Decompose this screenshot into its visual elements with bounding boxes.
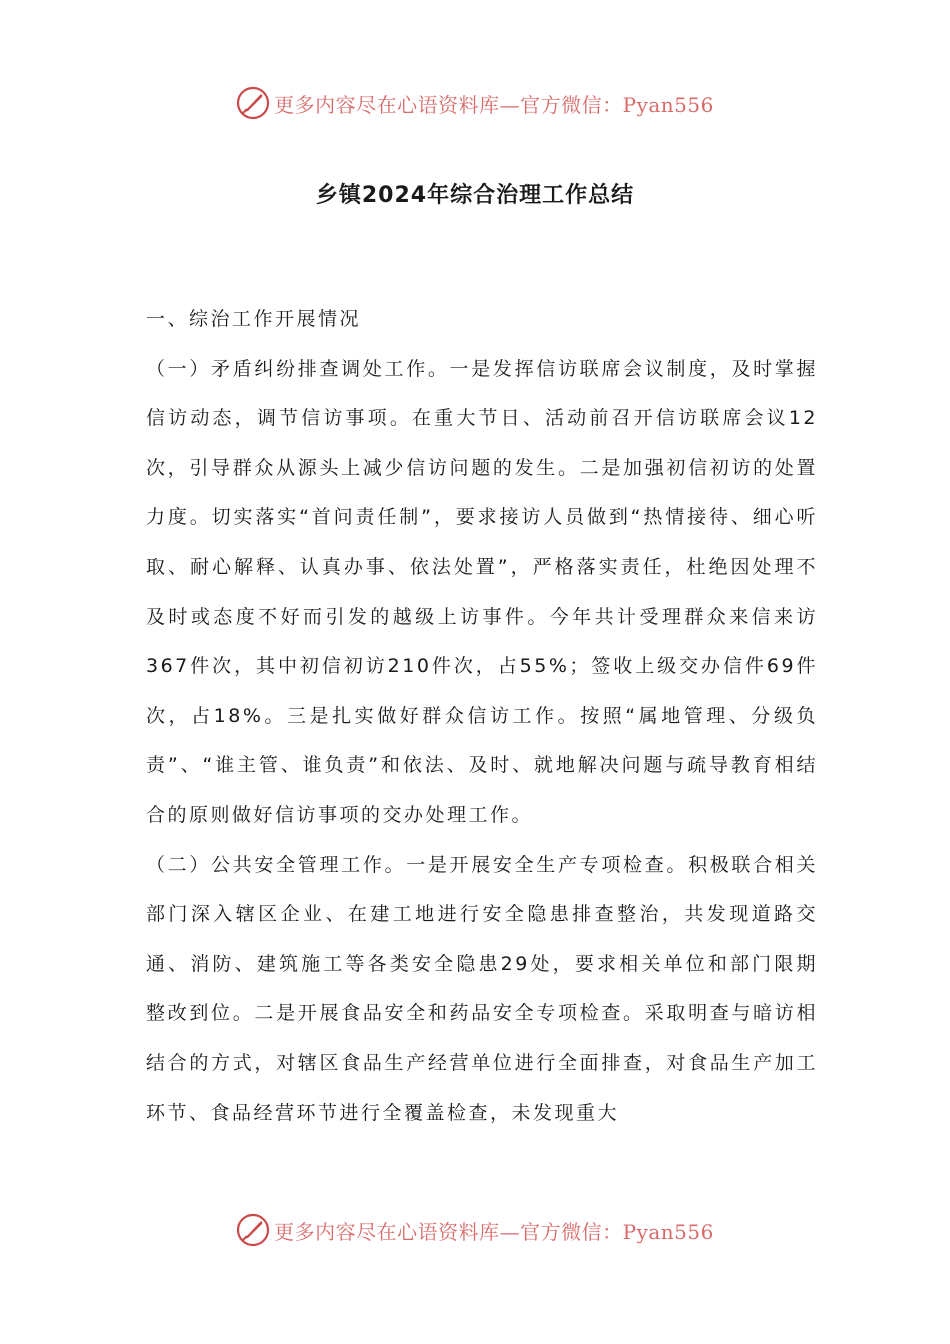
page-title: 乡镇2024年综合治理工作总结 (315, 183, 635, 208)
quill-logo-icon (236, 86, 270, 120)
watermark-banner-bottom (0, 1210, 950, 1250)
watermark-text: 更多内容尽在心语资料库—官方微信：Pyan556 (274, 1219, 714, 1244)
document-body (146, 295, 818, 1138)
section-heading: 一、综治工作开展情况 (146, 308, 362, 330)
paragraph-2: （二）公共安全管理工作。一是开展安全生产专项检查。积极联合相关部门深入辖区企业、在建工地进行安全隐患排查整治，共发现道路交通、消防、建筑施工等各类安全隐患29处，要求相关单位和部门限期整改到位。二是开展食品安全和药品安全专项检查。采取明查与暗访相结合的方式，对辖区食品生产经营单位进行全面排查，对食品生产加工环节、食品经营环节进行全覆盖检查，未发现重大 (146, 853, 818, 1124)
watermark-text: 更多内容尽在心语资料库—官方微信：Pyan556 (274, 92, 714, 117)
watermark-banner-top (0, 83, 950, 123)
quill-logo-icon (236, 1213, 270, 1247)
paragraph-1: （一）矛盾纠纷排查调处工作。一是发挥信访联席会议制度，及时掌握信访动态，调节信访事项。在重大节日、活动前召开信访联席会议12次，引导群众从源头上减少信访问题的发生。二是加强初信初访的处置力度。切实落实“首问责任制”，要求接访人员做到“热情接待、细心听取、耐心解释、认真办事、依法处置”，严格落实责任，杜绝因处理不及时或态度不好而引发的越级上访事件。今年共计受理群众来信来访367件次，其中初信初访210件次，占55%；签收上级交办信件69件次，占18%。三是扎实做好群众信访工作。按照“属地管理、分级负责”、“谁主管、谁负责”和依法、及时、就地解决问题与疏导教育相结合的原则做好信访事项的交办处理工作。 (146, 357, 818, 826)
